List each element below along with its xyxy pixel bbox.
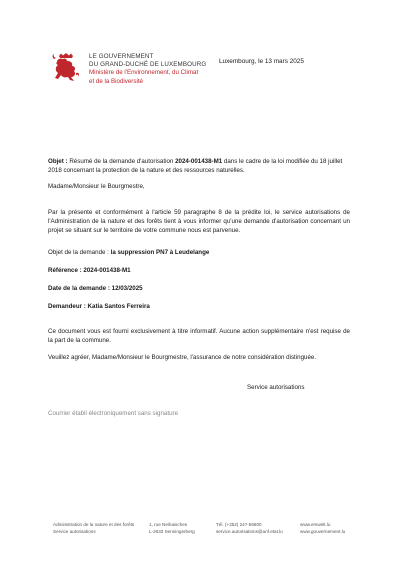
footer-website-gouvernement[interactable]: www.gouvernement.lu [300, 529, 346, 535]
footer-street: 1, rue Neihaischen [149, 522, 188, 527]
applicant-value: Katia Santos Ferreira [87, 303, 150, 310]
footer-email[interactable]: service.autorisations@anf.etat.lu [216, 529, 283, 535]
footer-website-emwelt[interactable]: www.emwelt.lu [300, 522, 331, 527]
footer-city: L-2633 Senningerberg [149, 529, 195, 535]
applicant [48, 302, 350, 311]
footer-service-name: Service autorisations [53, 529, 96, 535]
ministry-name: Ministère de l'Environnement, du Climat [89, 69, 199, 77]
government-name: LE GOUVERNEMENT [89, 53, 154, 60]
subject-text: Résumé de la demande d'autorisation [67, 158, 176, 165]
request-object [48, 248, 350, 257]
request-date [48, 284, 350, 293]
reference-label: Référence : [48, 267, 84, 274]
ministry-name-cont: et de la Biodiversité [89, 77, 143, 85]
footer-websites [300, 521, 345, 536]
paragraph-intro: Par la présente et conformément à l'article 59 paragraphe 8 de la prédite loi, le service autorisations de l'Administration de la nature et des forêts tient à vous informer qu'une demande d'autorisation concernant un projet se situant sur le territoire de votre commune nous est parvenue. [48, 209, 350, 234]
subject-text-cont: dans le cadre de la loi modifiée du 18 juillet 2018 concernant la protection de la nature et des ressources naturelles. [48, 158, 343, 174]
letter-date: Luxembourg, le 13 mars 2025 [219, 58, 304, 65]
subject-label: Objet : [48, 158, 68, 165]
applicant-label: Demandeur : [48, 303, 88, 310]
subject-reference: 2024-001438-M1 [175, 158, 223, 165]
request-date-label: Date de la demande : [48, 285, 112, 292]
service-signature: Service autorisations [247, 384, 305, 391]
red-lion-crown-icon [50, 53, 82, 83]
request-date-value: 12/03/2025 [111, 285, 143, 292]
footer-address [149, 521, 195, 536]
government-header [89, 53, 206, 86]
request-object-value: la suppression PN7 à Leudelange [110, 249, 210, 256]
closing-formula: Veuillez agréer, Madame/Monsieur le Bourgmestre, l'assurance de notre considération distinguée. [48, 354, 317, 361]
request-object-label: Objet de la demande : [48, 249, 111, 256]
subject-line [48, 157, 350, 175]
paragraph-info: Ce document vous est fourni exclusivement à titre informatif. Aucune action supplémentaire n'est requise de la part de la commune. [48, 328, 350, 344]
signature-note: Courrier établi électroniquement sans signature [48, 410, 179, 417]
footer-administration [53, 521, 134, 536]
salutation: Madame/Monsieur le Bourgmestre, [48, 183, 145, 190]
reference [48, 266, 350, 275]
grand-duchy-name: DU GRAND-DUCHÉ DE LUXEMBOURG [89, 61, 207, 69]
footer-contact [216, 521, 283, 536]
reference-value: 2024-001438-M1 [83, 267, 131, 274]
footer-phone: Tél. (+352) 247-56600 [216, 522, 262, 527]
footer-admin-name: Administration de la nature et des forêts [53, 522, 135, 527]
